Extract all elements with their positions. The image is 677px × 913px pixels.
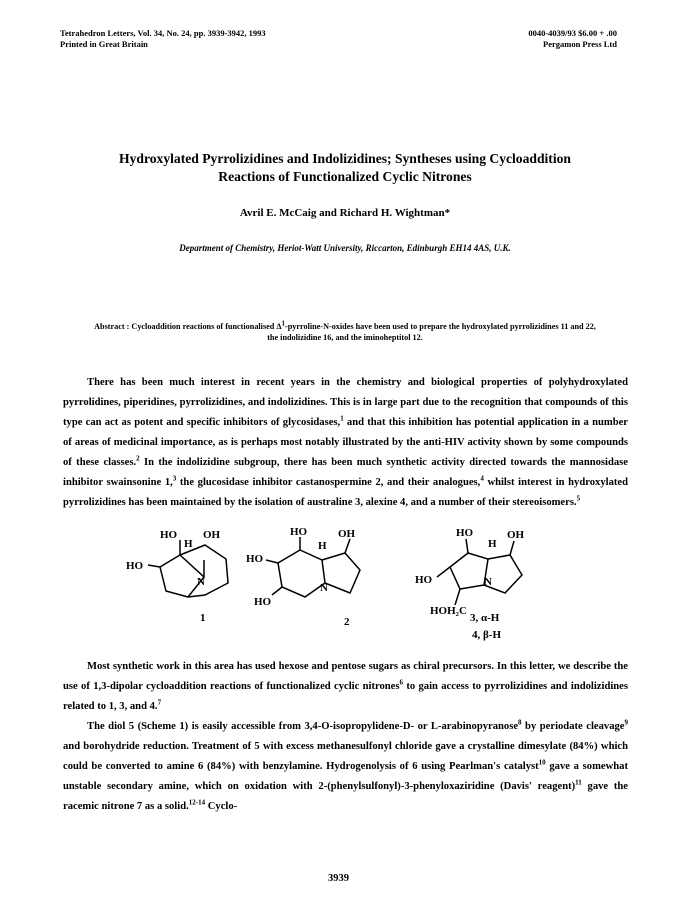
s3-h: H xyxy=(488,538,497,550)
abstract-text-a: Cycloaddition reactions of functionalised Δ xyxy=(131,322,282,331)
title-line-2: Reactions of Functionalized Cyclic Nitrones xyxy=(218,169,472,184)
abstract-label: Abstract : xyxy=(94,322,130,331)
paper-title xyxy=(60,150,630,186)
publisher-line: Pergamon Press Ltd xyxy=(543,39,617,49)
structure-2-labels xyxy=(246,526,356,628)
para2-text: Most synthetic work in this area has used hexose and pentose sugars as chiral precursors. In this letter, we describe the use of 1,3-dipolar cycloaddition reactions of functionalized cyclic nitrones xyxy=(63,661,628,692)
printed-line: Printed in Great Britain xyxy=(60,39,148,49)
abstract-sup: 1 xyxy=(281,319,286,328)
citation-ref: 7 xyxy=(157,698,162,707)
s2-oh-left: HO xyxy=(246,553,264,565)
abstract-text-b: -pyrroline-N-oxides have been used to prepare the hydroxylated pyrrolizidines 11 and 22, the indolizidine 16, and the iminoheptitol 12. xyxy=(267,322,596,342)
s3-label-b: 4, β-H xyxy=(472,629,502,641)
citation-ref: 6 xyxy=(399,678,403,687)
para3-text: Cyclo- xyxy=(205,801,238,812)
structure-2-bonds xyxy=(266,537,360,597)
paragraph-1 xyxy=(63,373,628,513)
code-line: 0040-4039/93 $6.00 + .00 xyxy=(528,28,617,38)
structure-3-labels xyxy=(415,527,525,641)
citation-ref: 8 xyxy=(518,718,522,727)
journal-citation xyxy=(60,28,266,50)
authors: Avril E. McCaig and Richard H. Wightman* xyxy=(239,207,451,219)
citation-ref: 2 xyxy=(136,454,140,463)
affiliation: Department of Chemistry, Heriot-Watt University, Riccarton, Edinburgh EH14 4AS, U.K. xyxy=(179,243,511,253)
citation-ref: 5 xyxy=(576,494,581,503)
citation-ref: 9 xyxy=(624,718,628,727)
page-number: 3939 xyxy=(328,873,349,884)
s1-oh-left: HO xyxy=(126,560,144,572)
para1-text: In the indolizidine subgroup, there has been much synthetic activity directed towards the mannosidase inhibitor swainsonine 1, xyxy=(63,457,629,488)
para3-text: gave the racemic nitrone 7 as a solid. xyxy=(63,781,628,812)
s2-h: H xyxy=(318,540,327,552)
citation-ref: 10 xyxy=(538,758,546,767)
para3-text: by periodate cleavage xyxy=(521,721,625,732)
abstract xyxy=(90,321,600,343)
s2-oh-top-mid: HO xyxy=(290,526,308,538)
s2-oh-bottom: HO xyxy=(254,596,272,608)
s1-oh-top-left: HO xyxy=(160,529,178,541)
para1-text: the glucosidase inhibitor castanospermine 2, and their analogues, xyxy=(176,477,481,488)
citation-ref: 1 xyxy=(340,414,344,423)
s3-n: N xyxy=(484,576,492,588)
s2-oh-top-right: OH xyxy=(338,528,356,540)
s1-n: N xyxy=(197,576,205,588)
s3-ch2oh: HOH₂C xyxy=(430,605,467,617)
para3-text: and borohydride reduction. Treatment of 5 with excess methanesulfonyl chloride gave a crystalline dimesylate (84%) which could be converted to amine 6 (84%) with benzylamine. Hydrogenolysis of 6 using Pearlman's catalyst xyxy=(63,741,628,772)
para3-text: The diol 5 (Scheme 1) is easily accessible from 3,4-O-isopropylidene-D- or L-arabinopyranose xyxy=(87,721,519,732)
para1-text: There has been much interest in recent years in the chemistry and biological properties of polyhydroxylated pyrrolidines, piperidines, pyrrolizidines, and indolizidines. This is in large part due to the recognition that compounds of this type can act as potent and specific inhibitors of glycosidases, xyxy=(63,377,628,428)
s3-oh-top-right: OH xyxy=(507,529,525,541)
s1-number: 1 xyxy=(200,612,206,624)
para2-text: to gain access to pyrrolizidines and indolizidines related to 1, 3, and 4. xyxy=(63,681,629,712)
citation-ref: 4 xyxy=(480,474,484,483)
s3-oh-top-left: HO xyxy=(456,527,474,539)
s3-label-a: 3, α-H xyxy=(470,612,500,624)
para1-text: and that this inhibition has potential application in a number of areas of medicinal importance, as is perhaps most notably illustrated by the anti-HIV activity shown by some compounds of these classes. xyxy=(63,417,628,468)
para3-text: gave a somewhat unstable secondary amine, which on oxidation with 2-(phenylsulfonyl)-3-phenyloxaziridine (Davis' reagent) xyxy=(63,761,628,792)
citation-ref: 3 xyxy=(172,474,177,483)
paragraph-2 xyxy=(63,657,628,817)
journal-line: Tetrahedron Letters, Vol. 34, No. 24, pp. 3939-3942, 1993 xyxy=(60,28,266,38)
s2-number: 2 xyxy=(344,616,350,628)
para1-text: whilst interest in hydroxylated pyrrolizidines has been maintained by the isolation of australine 3, alexine 4, and a number of their stereoisomers. xyxy=(63,477,628,508)
s2-n: N xyxy=(320,582,328,594)
structure-3-bonds xyxy=(437,539,522,605)
s1-oh-top-right: OH xyxy=(203,529,221,541)
citation-ref: 12-14 xyxy=(188,798,206,807)
journal-code-block xyxy=(528,28,617,50)
s1-h: H xyxy=(184,538,193,550)
title-line-1: Hydroxylated Pyrrolizidines and Indolizidines; Syntheses using Cycloaddition xyxy=(119,151,571,166)
s3-oh-left: HO xyxy=(415,574,433,586)
structure-1-labels xyxy=(126,529,221,624)
citation-ref: 11 xyxy=(575,778,582,787)
chemical-structures xyxy=(0,525,677,655)
